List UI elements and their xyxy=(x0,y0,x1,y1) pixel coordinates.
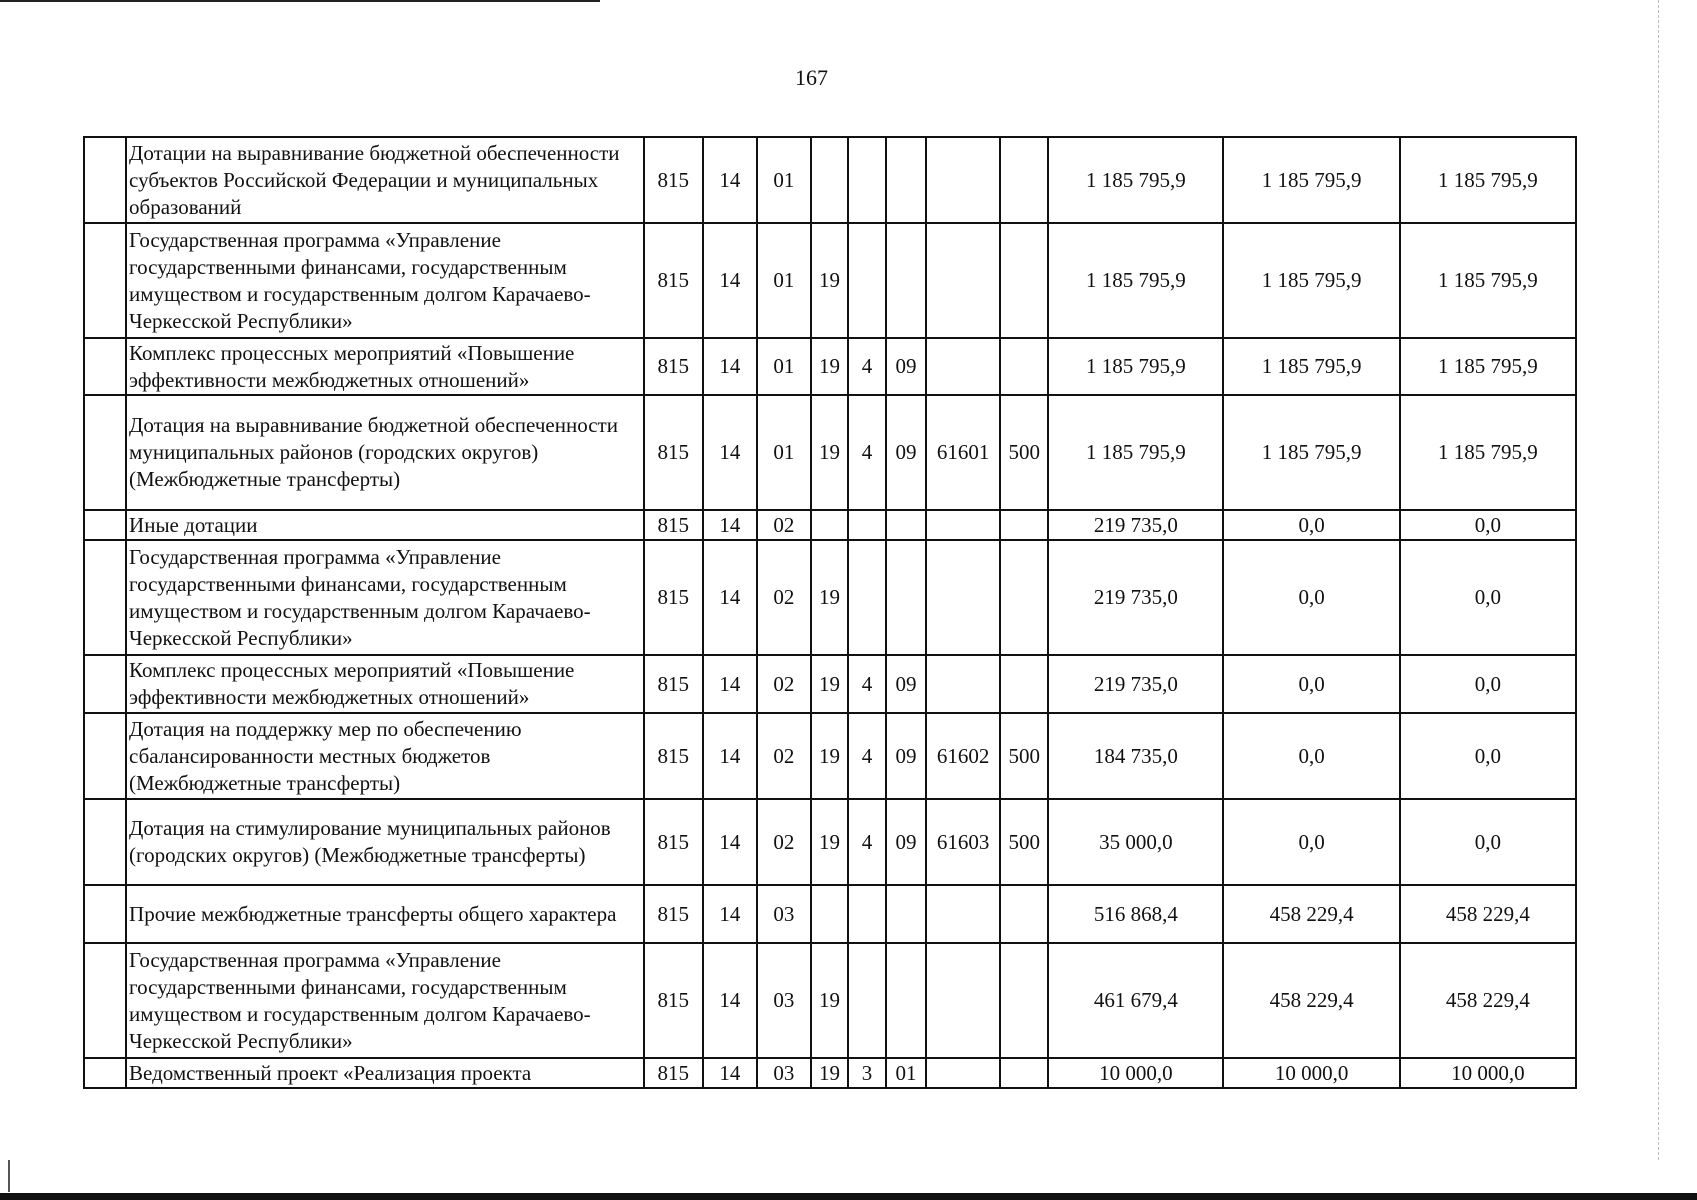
subsection-code-cell: 03 xyxy=(757,943,811,1058)
section-code-cell: 14 xyxy=(703,885,757,943)
amount-year-3-cell: 0,0 xyxy=(1400,655,1576,713)
program-type-code-cell: 3 xyxy=(848,1058,886,1088)
ministry-code-cell: 815 xyxy=(644,713,703,799)
amount-year-1-cell: 219 735,0 xyxy=(1048,655,1223,713)
budget-table xyxy=(83,136,1577,1089)
row-number-cell xyxy=(84,338,126,395)
amount-year-3-cell: 1 185 795,9 xyxy=(1400,395,1576,510)
amount-year-2-cell: 1 185 795,9 xyxy=(1223,338,1399,395)
amount-year-2-cell: 1 185 795,9 xyxy=(1223,223,1399,338)
subsection-code-cell: 02 xyxy=(757,540,811,655)
amount-year-2-cell: 0,0 xyxy=(1223,540,1399,655)
subsection-code-cell: 01 xyxy=(757,338,811,395)
amount-year-1-cell: 1 185 795,9 xyxy=(1048,137,1223,223)
program-type-code-cell xyxy=(848,540,886,655)
amount-year-2-cell: 1 185 795,9 xyxy=(1223,395,1399,510)
program-type-code-cell xyxy=(848,510,886,540)
section-code-cell: 14 xyxy=(703,799,757,885)
row-number-cell xyxy=(84,1058,126,1088)
ministry-code-cell: 815 xyxy=(644,885,703,943)
program-type-code-cell xyxy=(848,137,886,223)
section-code-cell: 14 xyxy=(703,540,757,655)
structural-element-code-cell xyxy=(886,137,926,223)
program-type-code-cell xyxy=(848,943,886,1058)
row-name-cell: Ведомственный проект «Реализация проекта xyxy=(126,1058,644,1088)
ministry-code-cell: 815 xyxy=(644,655,703,713)
row-number-cell xyxy=(84,137,126,223)
row-number-cell xyxy=(84,540,126,655)
amount-year-3-cell: 458 229,4 xyxy=(1400,885,1576,943)
expense-type-code-cell xyxy=(1000,885,1048,943)
row-name-cell: Дотация на поддержку мер по обеспечению сбалансированности местных бюджетов (Межбюджетные трансферты) xyxy=(126,713,644,799)
expense-type-code-cell xyxy=(1000,137,1048,223)
section-code-cell: 14 xyxy=(703,338,757,395)
structural-element-code-cell: 09 xyxy=(886,799,926,885)
structural-element-code-cell xyxy=(886,510,926,540)
section-code-cell: 14 xyxy=(703,713,757,799)
program-code-cell: 19 xyxy=(811,1058,848,1088)
program-code-cell: 19 xyxy=(811,395,848,510)
row-number-cell xyxy=(84,885,126,943)
table-row xyxy=(84,540,1576,655)
row-name-cell: Дотация на выравнивание бюджетной обеспеченности муниципальных районов (городских округов) (Межбюджетные трансферты) xyxy=(126,395,644,510)
amount-year-1-cell: 1 185 795,9 xyxy=(1048,223,1223,338)
row-number-cell xyxy=(84,395,126,510)
expense-type-code-cell xyxy=(1000,655,1048,713)
structural-element-code-cell xyxy=(886,943,926,1058)
amount-year-1-cell: 1 185 795,9 xyxy=(1048,395,1223,510)
ministry-code-cell: 815 xyxy=(644,223,703,338)
program-code-cell: 19 xyxy=(811,943,848,1058)
direction-code-cell xyxy=(926,540,1000,655)
program-code-cell: 19 xyxy=(811,655,848,713)
table-row xyxy=(84,223,1576,338)
direction-code-cell xyxy=(926,223,1000,338)
structural-element-code-cell xyxy=(886,885,926,943)
table-row xyxy=(84,137,1576,223)
direction-code-cell: 61603 xyxy=(926,799,1000,885)
expense-type-code-cell xyxy=(1000,510,1048,540)
direction-code-cell xyxy=(926,338,1000,395)
expense-type-code-cell xyxy=(1000,540,1048,655)
amount-year-3-cell: 458 229,4 xyxy=(1400,943,1576,1058)
program-code-cell xyxy=(811,137,848,223)
amount-year-3-cell: 0,0 xyxy=(1400,713,1576,799)
scan-edge-right xyxy=(1658,0,1659,1160)
section-code-cell: 14 xyxy=(703,395,757,510)
direction-code-cell: 61602 xyxy=(926,713,1000,799)
direction-code-cell xyxy=(926,943,1000,1058)
row-number-cell xyxy=(84,799,126,885)
program-type-code-cell: 4 xyxy=(848,799,886,885)
amount-year-3-cell: 1 185 795,9 xyxy=(1400,223,1576,338)
subsection-code-cell: 02 xyxy=(757,655,811,713)
ministry-code-cell: 815 xyxy=(644,540,703,655)
section-code-cell: 14 xyxy=(703,943,757,1058)
amount-year-3-cell: 0,0 xyxy=(1400,540,1576,655)
scan-mark-left xyxy=(8,1160,10,1192)
amount-year-1-cell: 516 868,4 xyxy=(1048,885,1223,943)
program-type-code-cell xyxy=(848,223,886,338)
program-code-cell: 19 xyxy=(811,713,848,799)
row-name-cell: Иные дотации xyxy=(126,510,644,540)
table-row xyxy=(84,510,1576,540)
section-code-cell: 14 xyxy=(703,223,757,338)
table-row xyxy=(84,713,1576,799)
structural-element-code-cell: 09 xyxy=(886,655,926,713)
program-code-cell: 19 xyxy=(811,223,848,338)
structural-element-code-cell xyxy=(886,223,926,338)
row-name-cell: Комплекс процессных мероприятий «Повышение эффективности межбюджетных отношений» xyxy=(126,338,644,395)
table-row xyxy=(84,338,1576,395)
row-name-cell: Дотации на выравнивание бюджетной обеспеченности субъектов Российской Федерации и муниципальных образований xyxy=(126,137,644,223)
program-type-code-cell: 4 xyxy=(848,713,886,799)
direction-code-cell xyxy=(926,655,1000,713)
expense-type-code-cell xyxy=(1000,338,1048,395)
expense-type-code-cell xyxy=(1000,1058,1048,1088)
amount-year-2-cell: 458 229,4 xyxy=(1223,943,1399,1058)
structural-element-code-cell xyxy=(886,540,926,655)
program-type-code-cell: 4 xyxy=(848,338,886,395)
amount-year-2-cell: 0,0 xyxy=(1223,713,1399,799)
direction-code-cell xyxy=(926,1058,1000,1088)
ministry-code-cell: 815 xyxy=(644,137,703,223)
ministry-code-cell: 815 xyxy=(644,510,703,540)
expense-type-code-cell: 500 xyxy=(1000,799,1048,885)
expense-type-code-cell: 500 xyxy=(1000,713,1048,799)
amount-year-1-cell: 1 185 795,9 xyxy=(1048,338,1223,395)
row-name-cell: Государственная программа «Управление государственными финансами, государственным имуществом и государственным долгом Карачаево-Черкесской Республики» xyxy=(126,223,644,338)
direction-code-cell xyxy=(926,137,1000,223)
amount-year-1-cell: 10 000,0 xyxy=(1048,1058,1223,1088)
budget-table-body xyxy=(84,137,1576,1088)
program-code-cell: 19 xyxy=(811,799,848,885)
amount-year-2-cell: 0,0 xyxy=(1223,655,1399,713)
amount-year-2-cell: 1 185 795,9 xyxy=(1223,137,1399,223)
ministry-code-cell: 815 xyxy=(644,799,703,885)
row-number-cell xyxy=(84,223,126,338)
ministry-code-cell: 815 xyxy=(644,943,703,1058)
program-code-cell xyxy=(811,885,848,943)
amount-year-3-cell: 0,0 xyxy=(1400,799,1576,885)
amount-year-3-cell: 0,0 xyxy=(1400,510,1576,540)
row-number-cell xyxy=(84,510,126,540)
amount-year-1-cell: 219 735,0 xyxy=(1048,540,1223,655)
subsection-code-cell: 02 xyxy=(757,510,811,540)
section-code-cell: 14 xyxy=(703,137,757,223)
subsection-code-cell: 01 xyxy=(757,137,811,223)
ministry-code-cell: 815 xyxy=(644,395,703,510)
subsection-code-cell: 02 xyxy=(757,799,811,885)
row-name-cell: Комплекс процессных мероприятий «Повышение эффективности межбюджетных отношений» xyxy=(126,655,644,713)
amount-year-3-cell: 10 000,0 xyxy=(1400,1058,1576,1088)
section-code-cell: 14 xyxy=(703,510,757,540)
table-row xyxy=(84,395,1576,510)
amount-year-3-cell: 1 185 795,9 xyxy=(1400,137,1576,223)
table-row xyxy=(84,799,1576,885)
section-code-cell: 14 xyxy=(703,655,757,713)
program-type-code-cell: 4 xyxy=(848,395,886,510)
subsection-code-cell: 03 xyxy=(757,885,811,943)
expense-type-code-cell xyxy=(1000,223,1048,338)
table-row xyxy=(84,655,1576,713)
structural-element-code-cell: 09 xyxy=(886,713,926,799)
amount-year-2-cell: 458 229,4 xyxy=(1223,885,1399,943)
structural-element-code-cell: 09 xyxy=(886,395,926,510)
amount-year-2-cell: 0,0 xyxy=(1223,510,1399,540)
program-type-code-cell xyxy=(848,885,886,943)
ministry-code-cell: 815 xyxy=(644,338,703,395)
row-name-cell: Прочие межбюджетные трансферты общего характера xyxy=(126,885,644,943)
program-code-cell: 19 xyxy=(811,338,848,395)
section-code-cell: 14 xyxy=(703,1058,757,1088)
expense-type-code-cell: 500 xyxy=(1000,395,1048,510)
scan-edge-bottom xyxy=(0,1193,1697,1200)
structural-element-code-cell: 01 xyxy=(886,1058,926,1088)
program-type-code-cell: 4 xyxy=(848,655,886,713)
subsection-code-cell: 03 xyxy=(757,1058,811,1088)
ministry-code-cell: 815 xyxy=(644,1058,703,1088)
amount-year-3-cell: 1 185 795,9 xyxy=(1400,338,1576,395)
row-number-cell xyxy=(84,713,126,799)
row-number-cell xyxy=(84,655,126,713)
amount-year-1-cell: 219 735,0 xyxy=(1048,510,1223,540)
page-number: 167 xyxy=(795,65,828,90)
row-name-cell: Государственная программа «Управление государственными финансами, государственным имуществом и государственным долгом Карачаево-Черкесской Республики» xyxy=(126,943,644,1058)
subsection-code-cell: 01 xyxy=(757,395,811,510)
amount-year-1-cell: 184 735,0 xyxy=(1048,713,1223,799)
program-code-cell xyxy=(811,510,848,540)
subsection-code-cell: 01 xyxy=(757,223,811,338)
scan-edge-top xyxy=(0,0,600,2)
row-name-cell: Государственная программа «Управление государственными финансами, государственным имуществом и государственным долгом Карачаево-Черкесской Республики» xyxy=(126,540,644,655)
amount-year-2-cell: 0,0 xyxy=(1223,799,1399,885)
direction-code-cell xyxy=(926,510,1000,540)
table-row xyxy=(84,943,1576,1058)
table-row xyxy=(84,885,1576,943)
row-name-cell: Дотация на стимулирование муниципальных районов (городских округов) (Межбюджетные трансферты) xyxy=(126,799,644,885)
structural-element-code-cell: 09 xyxy=(886,338,926,395)
subsection-code-cell: 02 xyxy=(757,713,811,799)
program-code-cell: 19 xyxy=(811,540,848,655)
row-number-cell xyxy=(84,943,126,1058)
amount-year-2-cell: 10 000,0 xyxy=(1223,1058,1399,1088)
direction-code-cell: 61601 xyxy=(926,395,1000,510)
direction-code-cell xyxy=(926,885,1000,943)
amount-year-1-cell: 461 679,4 xyxy=(1048,943,1223,1058)
table-row xyxy=(84,1058,1576,1088)
expense-type-code-cell xyxy=(1000,943,1048,1058)
amount-year-1-cell: 35 000,0 xyxy=(1048,799,1223,885)
